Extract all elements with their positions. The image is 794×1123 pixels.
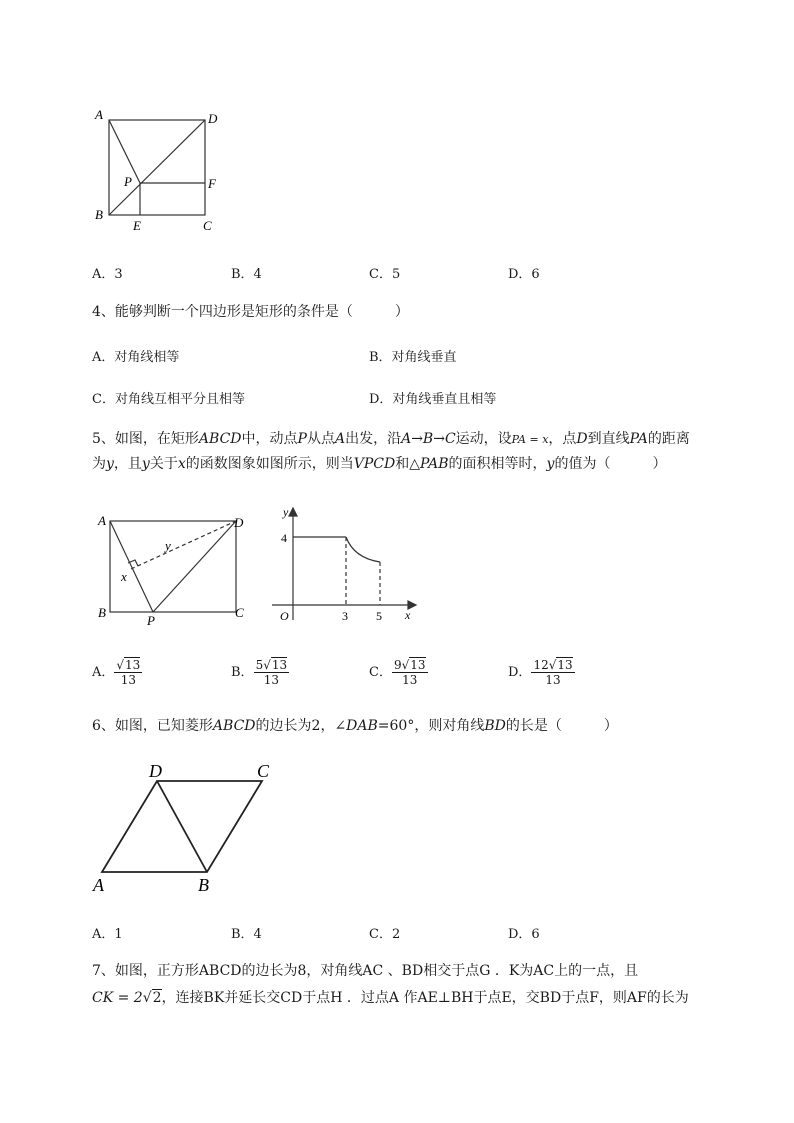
q6-rhombus-figure (90, 760, 290, 900)
label-p: P (147, 613, 155, 628)
graph-hyperbola (346, 537, 380, 562)
q5-rectangle-figure (92, 508, 262, 628)
segment-pd (153, 521, 236, 612)
q6-option-b[interactable]: B．4 (231, 927, 262, 942)
y-arrow (289, 508, 297, 516)
rectangle-abcd (110, 521, 236, 612)
q3-figure (90, 104, 230, 236)
label-d: D (149, 761, 162, 781)
q6-option-c[interactable]: C．2 (369, 927, 401, 942)
label-d: D (208, 111, 218, 126)
label-d: D (234, 515, 244, 530)
label-e: E (133, 218, 141, 233)
q4-option-a[interactable]: A．对角线相等 (92, 350, 180, 365)
label-a: A (98, 513, 106, 528)
diagonal-bd (109, 120, 205, 215)
label-c: C (257, 761, 270, 781)
q4-option-c[interactable]: C．对角线互相平分且相等 (92, 392, 245, 407)
q4-question: 4、能够判断一个四边形是矩形的条件是（ ） (92, 304, 409, 320)
q4-option-b[interactable]: B．对角线垂直 (369, 350, 457, 365)
q3-option-c[interactable]: C．5 (369, 267, 401, 282)
q5-option-b[interactable]: B． $\frac{5√13}{13}$ (231, 658, 288, 687)
tick-3: 3 (342, 609, 348, 623)
segment-ap (110, 521, 153, 612)
label-f: F (208, 176, 216, 191)
perpendicular-dash (131, 521, 236, 569)
q3-option-a[interactable]: A．3 (92, 267, 123, 282)
label-y: y (165, 538, 171, 553)
axis-label-x: x (405, 608, 411, 622)
q6-option-a[interactable]: A．1 (92, 927, 123, 942)
diagonal-bd (157, 781, 207, 872)
tick-5: 5 (376, 609, 382, 623)
q5-question-line2: 为y，且y关于x的函数图象如图所示，则当VPCD和△PAB的面积相等时，y的值为（ ） (92, 456, 667, 472)
q7-question-line2: CK = 2√2，连接BK并延长交CD于点H ．过点A 作AE⊥BH于点E，交BD于点F，则AF的长为 (92, 990, 689, 1006)
q5-option-c[interactable]: C． $\frac{9√13}{13}$ (369, 658, 426, 687)
q6-question: 6、如图，已知菱形ABCD的边长为2，∠DAB=60°，则对角线BD的长是（ ） (92, 718, 618, 734)
axis-label-y: y (283, 505, 289, 519)
label-a: A (93, 875, 104, 895)
label-c: C (203, 218, 212, 233)
q3-option-b[interactable]: B．4 (231, 267, 262, 282)
q3-option-d[interactable]: D．6 (508, 267, 540, 282)
q7-question-line1: 7、如图，正方形ABCD的边长为8，对角线AC 、BD相交于点G ．K为AC上的一点，且 (92, 963, 639, 979)
label-b: B (198, 875, 209, 895)
label-c: C (235, 605, 244, 620)
label-p: P (124, 174, 132, 189)
origin-label: O (280, 609, 289, 623)
tick-4: 4 (281, 531, 287, 545)
q4-option-d[interactable]: D．对角线垂直且相等 (369, 392, 497, 407)
q5-question-line1: 5、如图，在矩形ABCD中，动点P从点A出发，沿A→B→C运动，设PA = x，点D到直线PA的距离 (92, 431, 690, 447)
q5-option-a[interactable]: A． $\frac{√13}{13}$ (92, 658, 141, 687)
label-x: x (121, 569, 127, 584)
q5-option-d[interactable]: D． $\frac{12√13}{13}$ (508, 658, 573, 687)
label-a: A (95, 107, 103, 122)
label-b: B (95, 207, 103, 222)
label-b: B (98, 605, 106, 620)
q6-option-d[interactable]: D．6 (508, 927, 540, 942)
q5-graph-figure (268, 502, 418, 626)
